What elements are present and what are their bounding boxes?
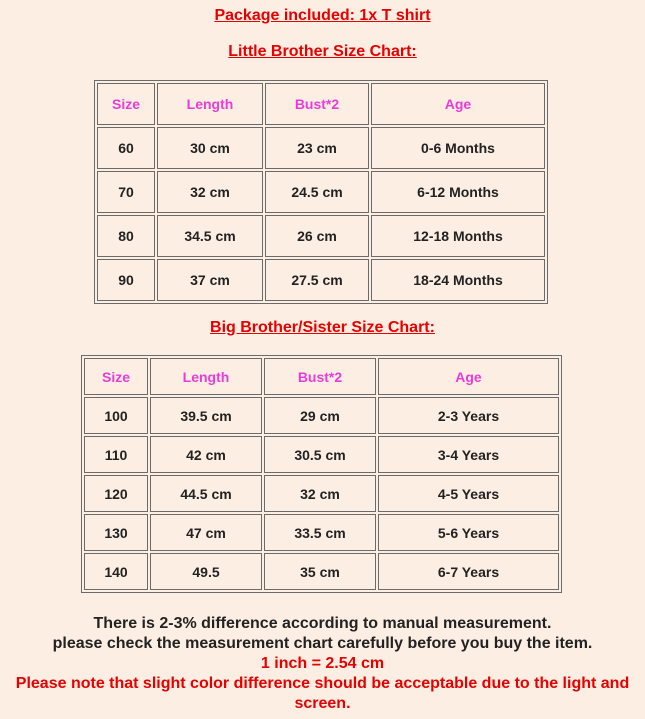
cell-length: 34.5 cm [157, 215, 263, 257]
cell-bust: 35 cm [264, 553, 376, 590]
cell-length: 49.5 [150, 553, 262, 590]
big-brother-sister-size-table [81, 355, 562, 593]
table-row [97, 215, 545, 257]
cell-size: 80 [97, 215, 155, 257]
cell-age: 3-4 Years [378, 436, 559, 473]
cell-age: 0-6 Months [371, 127, 545, 169]
cell-length: 44.5 cm [150, 475, 262, 512]
big-brother-sister-title: Big Brother/Sister Size Chart: [210, 319, 435, 336]
cell-bust: 30.5 cm [264, 436, 376, 473]
table-row [84, 514, 559, 551]
cell-age: 4-5 Years [378, 475, 559, 512]
header-age: Age [378, 358, 559, 395]
cell-bust: 23 cm [265, 127, 369, 169]
inch-conversion-note: 1 inch = 2.54 cm [260, 655, 385, 672]
table-header-row [84, 358, 559, 395]
cell-bust: 29 cm [264, 397, 376, 434]
cell-length: 42 cm [150, 436, 262, 473]
table-header-row [97, 83, 545, 125]
cell-size: 130 [84, 514, 148, 551]
cell-length: 47 cm [150, 514, 262, 551]
cell-length: 32 cm [157, 171, 263, 213]
cell-bust: 24.5 cm [265, 171, 369, 213]
little-brother-size-table [94, 80, 548, 304]
check-chart-note: please check the measurement chart carefully before you buy the item. [52, 635, 593, 652]
header-size: Size [97, 83, 155, 125]
header-length: Length [150, 358, 262, 395]
cell-size: 60 [97, 127, 155, 169]
cell-bust: 33.5 cm [264, 514, 376, 551]
cell-age: 6-7 Years [378, 553, 559, 590]
cell-age: 18-24 Months [371, 259, 545, 301]
table-row [97, 171, 545, 213]
cell-size: 120 [84, 475, 148, 512]
cell-age: 2-3 Years [378, 397, 559, 434]
header-bust: Bust*2 [265, 83, 369, 125]
header-age: Age [371, 83, 545, 125]
cell-bust: 32 cm [264, 475, 376, 512]
header-size: Size [84, 358, 148, 395]
cell-age: 6-12 Months [371, 171, 545, 213]
cell-age: 12-18 Months [371, 215, 545, 257]
cell-bust: 27.5 cm [265, 259, 369, 301]
table-row [84, 553, 559, 590]
cell-size: 90 [97, 259, 155, 301]
table-row [97, 259, 545, 301]
cell-length: 39.5 cm [150, 397, 262, 434]
color-difference-note: Please note that slight color difference should be acceptable due to the light and screen. [15, 675, 630, 712]
table-row [84, 475, 559, 512]
cell-size: 110 [84, 436, 148, 473]
cell-length: 30 cm [157, 127, 263, 169]
cell-age: 5-6 Years [378, 514, 559, 551]
table-row [97, 127, 545, 169]
cell-bust: 26 cm [265, 215, 369, 257]
table-row [84, 436, 559, 473]
header-bust: Bust*2 [264, 358, 376, 395]
table-row [84, 397, 559, 434]
cell-size: 70 [97, 171, 155, 213]
package-heading: Package included: 1x T shirt [214, 7, 431, 24]
cell-length: 37 cm [157, 259, 263, 301]
header-length: Length [157, 83, 263, 125]
little-brother-title: Little Brother Size Chart: [228, 43, 417, 60]
cell-size: 140 [84, 553, 148, 590]
cell-size: 100 [84, 397, 148, 434]
measurement-difference-note: There is 2-3% difference according to manual measurement. [93, 615, 552, 632]
